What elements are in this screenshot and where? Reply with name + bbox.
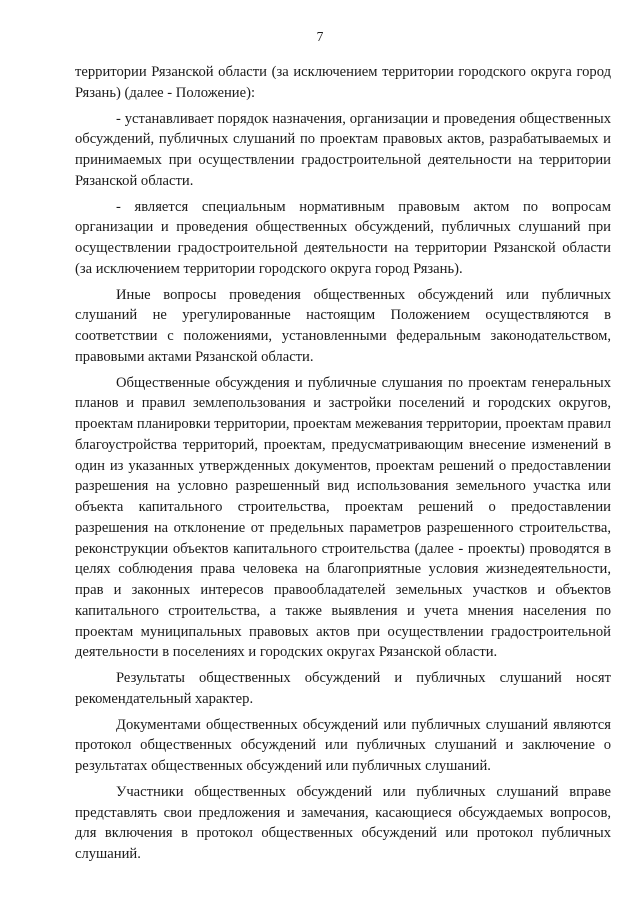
paragraph-list-item-establishes: - устанавливает порядок назначения, организации и проведения общественных обсуждений, публичных слушаний по проектам правовых актов, разрабатываемых и принимаемых при осуществлении градостроительной деятельности на территории Рязанской области. (75, 110, 611, 189)
paragraph-results: Результаты общественных обсуждений и публичных слушаний носят рекомендательный характер. (75, 670, 611, 707)
paragraph-documents: Документами общественных обсуждений или публичных слушаний являются протокол общественных обсуждений или публичных слушаний и заключение о результатах общественных обсуждений или публичных слушаний. (75, 716, 611, 774)
paragraph-continuation: территории Рязанской области (за исключением территории городского округа город Рязань) (далее - Положение): (75, 64, 611, 101)
page-number: 7 (316, 29, 324, 44)
document-body (75, 62, 611, 870)
paragraph-list-item-special-act: - является специальным нормативным правовым актом по вопросам организации и проведения общественных обсуждений, публичных слушаний при осуществлении градостроительной деятельности на территории Рязанской области (за исключением территории городского округа город Рязань). (75, 198, 611, 277)
paragraph-projects-purpose: Общественные обсуждения и публичные слушания по проектам генеральных планов и правил землепользования и застройки поселений и городских округов, проектам планировки территории, проектам межевания территории, проектам правил благоустройства территорий, проектам, предусматривающим внесение изменений в один из указанных утвержденных документов, проектам решений о предоставлении разрешения на условно разрешенный вид использования земельного участка или объекта капитального строительства, проектам решений о предоставлении разрешения на отклонение от предельных параметров разрешенного строительства, реконструкции объектов капитального строительства (далее - проекты) проводятся в целях соблюдения права человека на благоприятные условия жизнедеятельности, прав и законных интересов правообладателей земельных участков и объектов капитального строительства, а также выявления и учета мнения населения по проектам муниципальных правовых актов при осуществлении градостроительной деятельности в поселениях и городских округах Рязанской области. (75, 374, 611, 661)
paragraph-other-questions: Иные вопросы проведения общественных обсуждений или публичных слушаний не урегулированные настоящим Положением осуществляются в соответствии с положениями, установленными федеральным законодательством, правовыми актами Рязанской области. (75, 286, 611, 365)
paragraph-participants: Участники общественных обсуждений или публичных слушаний вправе представлять свои предложения и замечания, касающиеся обсуждаемых вопросов, для включения в протокол общественных обсуждений или протокол публичных слушаний. (75, 783, 611, 862)
